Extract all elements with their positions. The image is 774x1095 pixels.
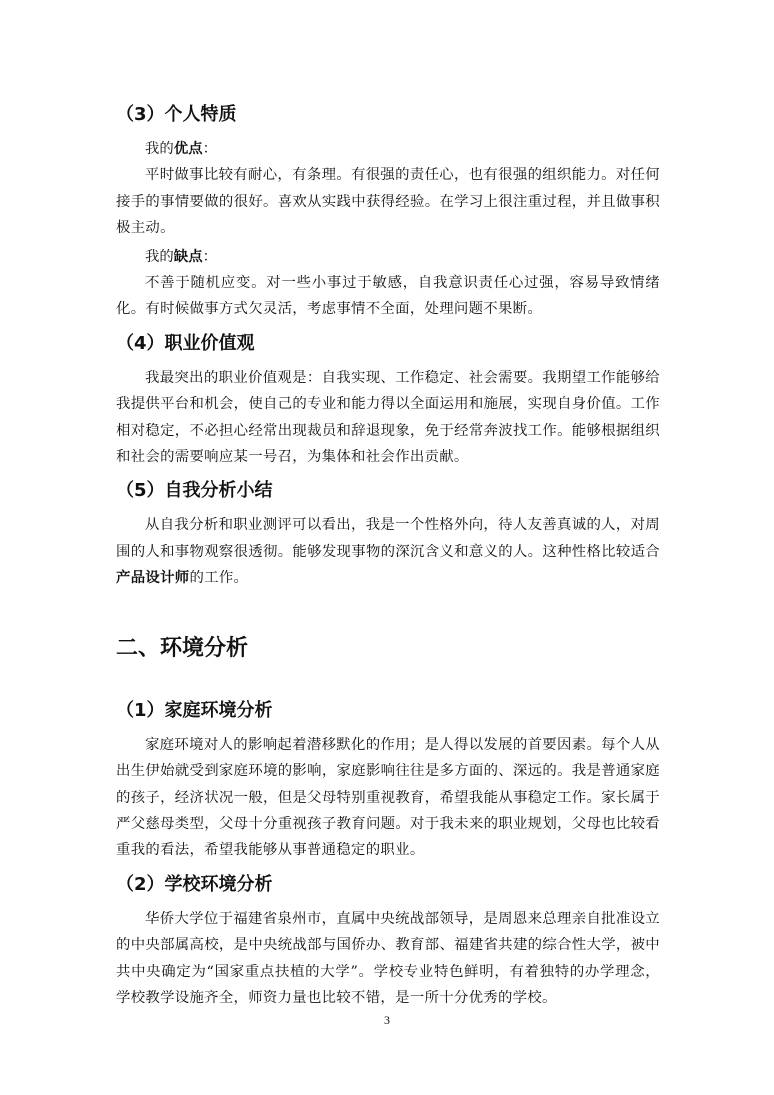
heading-environment: 二、环境分析 (116, 635, 249, 661)
heading-self-summary: （5）自我分析小结 (116, 480, 273, 502)
weaknesses-colon: ： (202, 248, 217, 265)
strengths-colon: ： (202, 141, 217, 157)
self-summary-text-bold: 产品设计师 (116, 570, 190, 587)
strengths-paragraph: 平时做事比较有耐心，有条理。有很强的责任心，也有很强的组织能力。对任何接手的事情要做的很好。喜欢从实践中获得经验。在学习上很注重过程，并且做事积极主动。 (116, 167, 660, 237)
weaknesses-prefix: 我的 (145, 248, 174, 265)
weaknesses-word: 缺点 (173, 248, 203, 265)
heading-family: （1）家庭环境分析 (116, 699, 273, 721)
self-summary-text-after: 的工作。 (189, 570, 249, 587)
weaknesses-paragraph: 不善于随机应变。对一些小事过于敏感，自我意识责任心过强，容易导致情绪化。有时候做事方式欠灵活，考虑事情不全面，处理问题不果断。 (116, 275, 660, 318)
school-paragraph: 华侨大学位于福建省泉州市，直属中央统战部领导，是周恩来总理亲自批准设立的中央部属高校，是中央统战部与国侨办、教育部、福建省共建的综合性大学，被中共中央确定为“国家重点扶植的大学”。学校专业特色鲜明，有着独特的办学理念，学校教学设施齐全，师资力量也比较不错，是一所十分优秀的学校。 (116, 910, 660, 1006)
weaknesses-label (116, 244, 660, 270)
page-content (116, 100, 660, 1011)
strengths-word: 优点 (173, 141, 203, 157)
page-number: 3 (384, 1013, 390, 1027)
career-values-paragraph: 我最突出的职业价值观是：自我实现、工作稳定、社会需要。我期望工作能够给我提供平台和机会，使自己的专业和能力得以全面运用和施展，实现自身价值。工作相对稳定，不必担心经常出现裁员和辞退现象，免于经常奔波找工作。能够根据组织和社会的需要响应某一号召，为集体和社会作出贡献。 (116, 369, 660, 466)
self-summary-text-before: 从自我分析和职业测评可以看出，我是一个性格外向，待人友善真诚的人，对周围的人和事物观察很透彻。能够发现事物的深沉含义和意义的人。这种性格比较适合 (116, 517, 660, 560)
heading-personal-traits: （3）个人特质 (116, 104, 237, 125)
self-summary-paragraph (116, 512, 660, 591)
strengths-label (116, 136, 660, 162)
strengths-prefix: 我的 (145, 141, 174, 157)
family-paragraph: 家庭环境对人的影响起着潜移默化的作用；是人得以发展的首要因素。每个人从出生伊始就受到家庭环境的影响，家庭影响往往是多方面的、深远的。我是普通家庭的孩子，经济状况一般，但是父母特别重视教育，希望我能从事稳定工作。家长属于严父慈母类型，父母十分重视孩子教育问题。对于我未来的职业规划，父母也比较看重我的看法，希望我能够从事普通稳定的职业。 (116, 736, 660, 859)
heading-career-values: （4）职业价值观 (116, 332, 255, 354)
heading-school: （2）学校环境分析 (116, 873, 273, 895)
